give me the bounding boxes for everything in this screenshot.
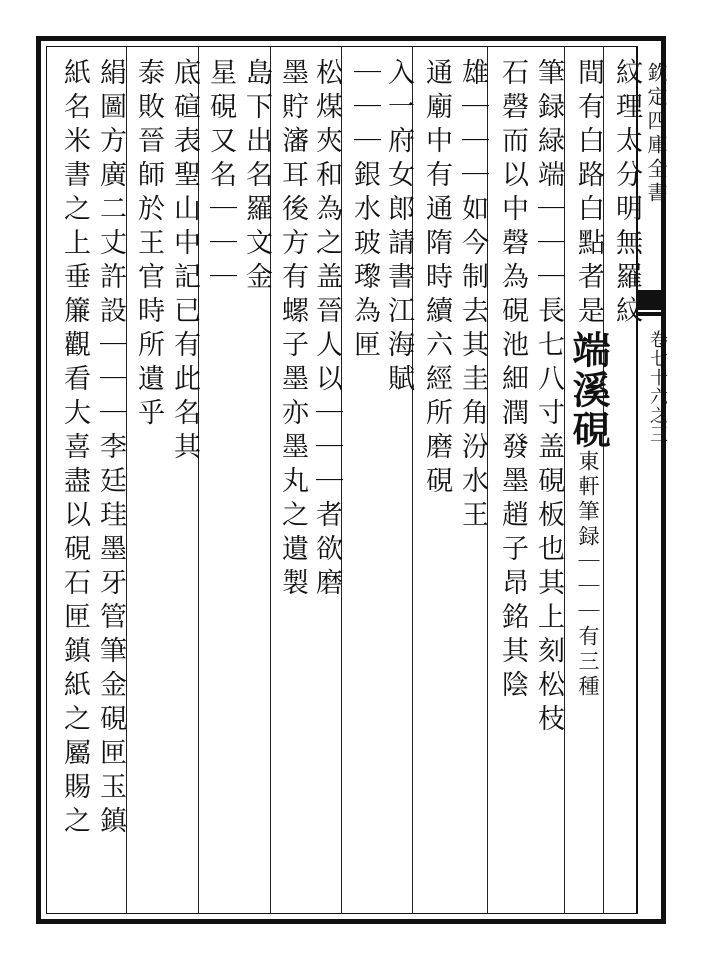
column-text: ｜｜｜銀水玻瓈為匣	[349, 58, 380, 364]
column-text: 絹圖方廣二丈許設｜｜｜李廷珪墨牙管筆金硯匣玉鎮	[95, 58, 126, 840]
column-text: 墨貯瀋耳後方有螺子墨亦墨丸之遺製	[277, 58, 308, 602]
juan-number: 卷七十六之三	[647, 330, 668, 444]
text-column-11	[236, 58, 276, 908]
column-text: 星硯又名｜｜｜	[205, 58, 236, 296]
column-text: 紙名米書之上垂簾觀看大喜盡以硯石匣鎮紙之屬賜之	[59, 58, 90, 840]
column-text: 石磬而以中磬為硯池細潤發墨趙子昂銘其陰	[497, 58, 528, 704]
text-column-4	[492, 58, 532, 908]
text-column-2	[566, 58, 611, 908]
column-text: 底碹表聖山中記已有此名其	[169, 58, 200, 466]
column-text: 泰敗晉師於王官時所遺乎	[133, 58, 164, 432]
text-column-1	[606, 58, 646, 908]
column-text: 間有白路白點者是	[573, 58, 604, 330]
text-column-16	[54, 58, 94, 908]
heading-duanxi-inkstone: 端溪硯	[566, 330, 611, 450]
annotation-text: 東軒筆録｜｜｜有三種	[576, 450, 600, 700]
book-title: 欽定四庫全書	[644, 62, 668, 206]
text-column-13	[164, 58, 204, 908]
text-column-12	[200, 58, 240, 908]
column-text: 通廟中有通隋時續六經所磨硯	[421, 58, 452, 500]
column-text: 入一府女郎請書江海賦	[383, 58, 414, 398]
text-column-6	[416, 58, 456, 908]
text-column-8	[344, 58, 384, 908]
column-text: 雄｜｜｜如今制去其圭角汾水王	[457, 58, 488, 534]
text-column-10	[272, 58, 312, 908]
column-text: 筆録緑端｜｜｜長七八寸盖硯板也其上刻松枝	[533, 58, 564, 738]
text-column-3	[528, 58, 568, 908]
text-column-15	[90, 58, 130, 908]
text-column-9	[306, 58, 346, 908]
column-text: 紋理太分明無羅紋	[611, 58, 642, 330]
text-column-5	[452, 58, 492, 908]
text-column-7	[378, 58, 418, 908]
column-text: 島下出名羅文金	[241, 58, 272, 296]
text-column-14	[128, 58, 168, 908]
column-text: 松煤夾和為之盖晉人以｜｜｜者欲磨	[311, 58, 342, 602]
